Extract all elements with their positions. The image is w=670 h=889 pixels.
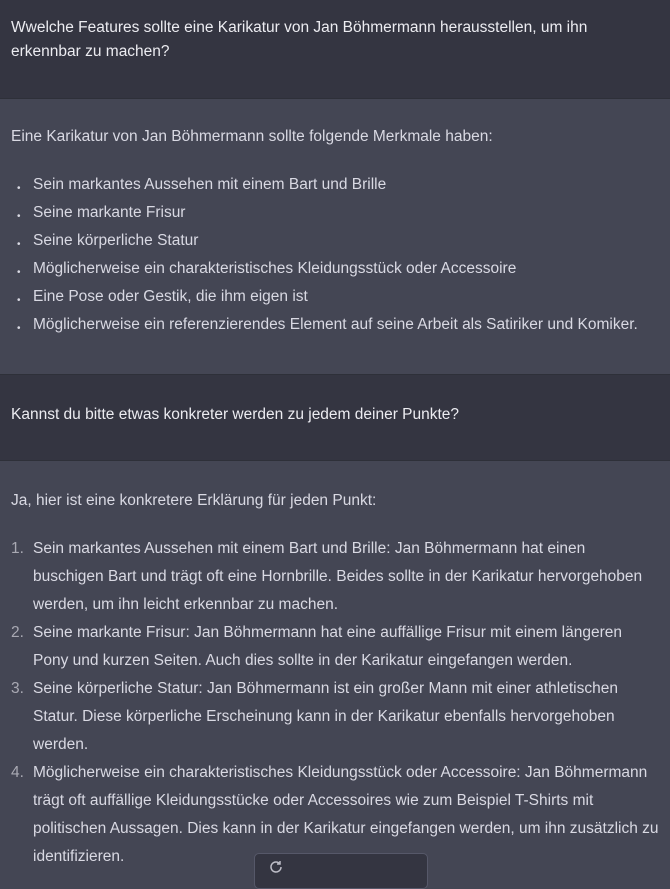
list-item: • Seine markante Frisur: [17, 204, 186, 222]
list-item: • Möglicherweise ein charakteristisches Kleidungsstück oder Accessoire: [17, 260, 517, 278]
list-item: 1. Sein markantes Aussehen mit einem Bart und Brille: Jan Böhmermann hat einen buschigen Bart und trägt oft eine Hornbrille. Beides sollte in der Karikatur hervorgehoben werden, um ihn leicht erkennbar zu machen.: [11, 540, 643, 613]
regenerate-button[interactable]: [254, 853, 428, 889]
list-item: 2. Seine markante Frisur: Jan Böhmermann hat eine auffällige Frisur mit einem längeren Pony und kurzen Seiten. Auch dies sollte in der Karikatur eingefangen werden.: [11, 624, 622, 669]
assistant-intro-text: Eine Karikatur von Jan Böhmermann sollte folgende Merkmale haben:: [11, 128, 493, 145]
assistant-message-2: [0, 461, 670, 868]
assistant-intro-text: Ja, hier ist eine konkretere Erklärung für jeden Punkt:: [11, 492, 377, 509]
refresh-icon: [269, 860, 283, 877]
list-item: • Seine körperliche Statur: [17, 232, 199, 250]
user-message-2: [0, 375, 670, 461]
list-item: • Möglicherweise ein referenzierendes Element auf seine Arbeit als Satiriker und Komiker.: [17, 316, 638, 334]
list-item: 4. Möglicherweise ein charakteristisches Kleidungsstück oder Accessoire: Jan Böhmermann trägt oft auffällige Kleidungsstücke oder Accessoires wie zum Beispiel T-Shirts mit politischen Aussagen. Dies kann in der Karikatur eingefangen werden, um ihn zusätzlich zu identifizieren.: [11, 764, 659, 865]
assistant-message-1: [0, 99, 670, 375]
list-item: • Eine Pose oder Gestik, die ihm eigen ist: [17, 288, 308, 306]
user-question-text: Kannst du bitte etwas konkreter werden zu jedem deiner Punkte?: [11, 406, 460, 423]
explanation-list: [11, 535, 659, 871]
feature-list: [11, 171, 659, 339]
user-question-text: Wwelche Features sollte eine Karikatur von Jan Böhmermann herausstellen, um ihn erkennbar zu machen?: [11, 19, 588, 60]
list-item: 3. Seine körperliche Statur: Jan Böhmermann ist ein großer Mann mit einer athletischen Statur. Diese körperliche Erscheinung kann in der Karikatur ebenfalls hervorgehoben werden.: [11, 680, 618, 753]
list-item: • Sein markantes Aussehen mit einem Bart und Brille: [17, 176, 387, 194]
user-message-1: [0, 0, 670, 99]
